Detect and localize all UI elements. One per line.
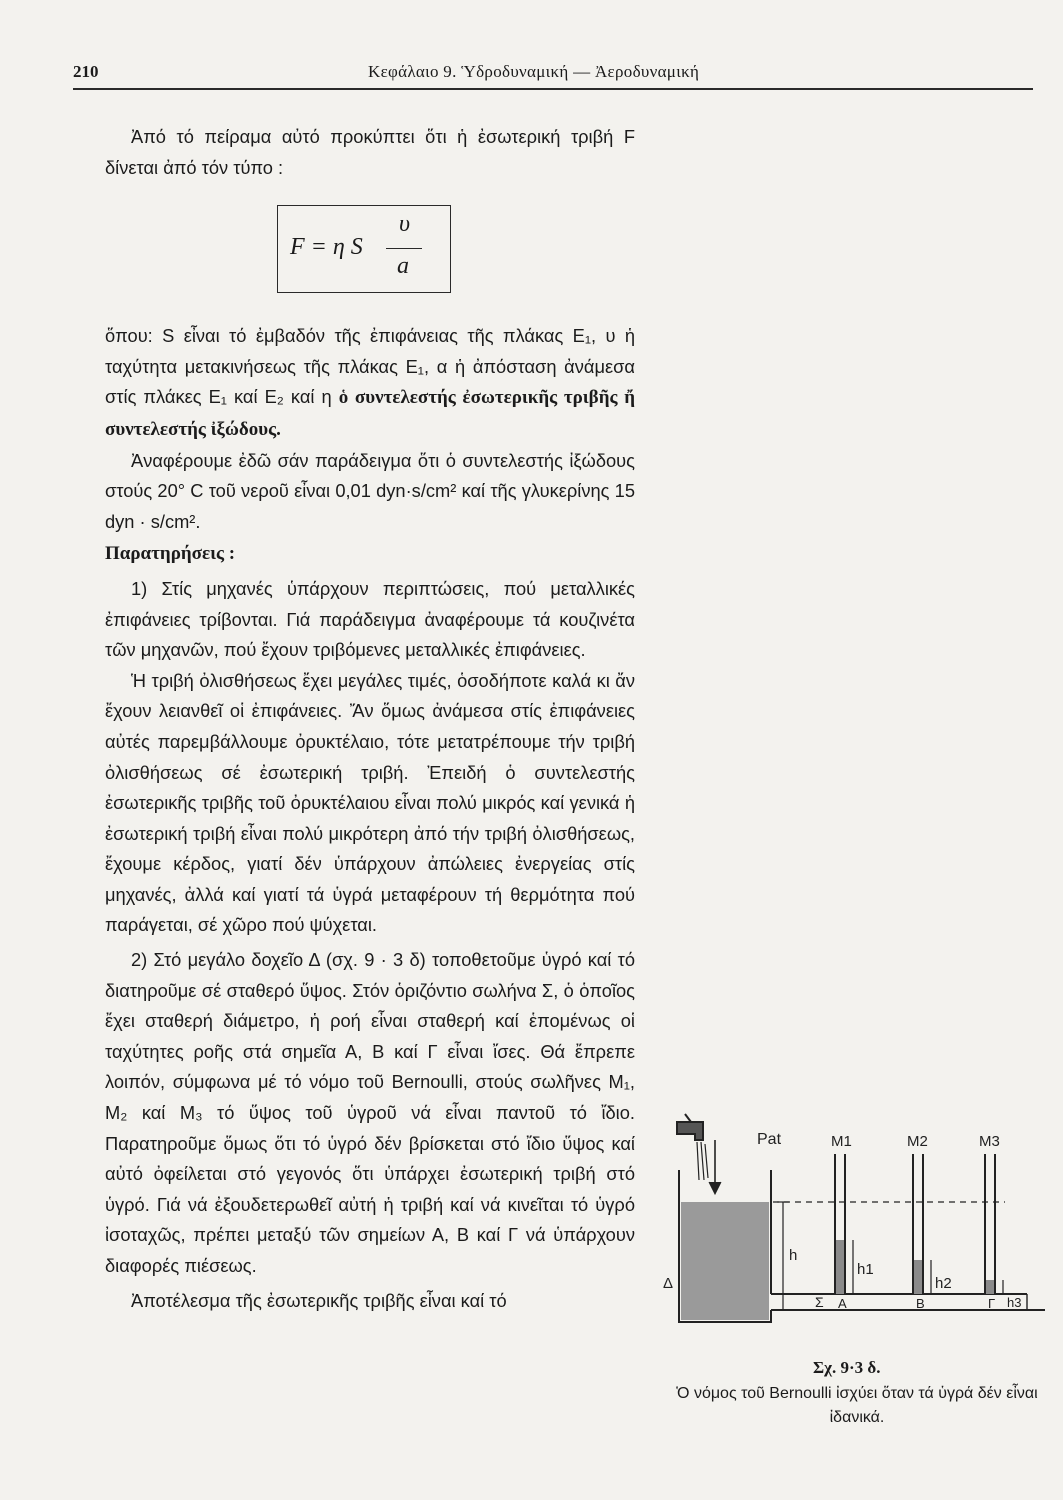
- tube-m3: [985, 1154, 995, 1294]
- tube-m1-liquid: [836, 1240, 844, 1294]
- continuation-paragraph: Ἀποτέλεσμα τῆς ἐσωτερικῆς τριβῆς εἶναι καί τό: [131, 1289, 507, 1311]
- viscosity-formula-box: [277, 205, 451, 293]
- definition-bold-term: ὁ συντελεστής ἐσωτερικῆς τριβῆς ἤ συντελεστής ἰξώδους.: [105, 387, 635, 440]
- page-number: 210: [73, 62, 99, 81]
- formula-lhs: F = η S: [290, 234, 363, 261]
- figure-diagram: [655, 1110, 1055, 1360]
- label-m2: M2: [907, 1133, 928, 1150]
- label-g: Γ: [988, 1296, 996, 1311]
- faucet-handle: [685, 1114, 691, 1122]
- tube-m3-liquid: [986, 1280, 994, 1294]
- formula-numerator: υ: [399, 211, 411, 238]
- label-sigma: Σ: [815, 1294, 824, 1310]
- pat-arrow-head: [709, 1182, 721, 1194]
- formula-area: [105, 183, 635, 321]
- header-rule: [73, 88, 1033, 90]
- label-h2: h2: [935, 1275, 952, 1292]
- formula-denominator: a: [397, 253, 409, 280]
- page-header: [73, 58, 1033, 98]
- faucet-icon: [677, 1122, 703, 1140]
- definition-text: ὅπου: S εἶναι τό ἐμβαδόν τῆς ἐπιφάνειας τῆς πλάκας E₁, υ ἡ ταχύτητα μετακινήσεως τῆς πλάκας E₁, α ἡ ἀπόσταση ἀνάμεσα στίς πλάκες E₁ καί E₂ καί η: [105, 325, 635, 408]
- label-pat: Pat: [757, 1131, 782, 1148]
- label-m1: M1: [831, 1133, 852, 1150]
- remark-2-paragraph: 2) Στό μεγάλο δοχεῖο Δ (σχ. 9 · 3 δ) τοποθετοῦμε ὑγρό καί τό διατηροῦμε σέ σταθερό ὕψος. Στόν ὁριζόντιο σωλήνα Σ, ὁ ὁποῖος ἔχει σταθερή διάμετρο, ἡ ροή εἶναι σταθερή καί ἑπομένως οἱ ταχύτητες ροῆς στά σημεῖα Α, Β καί Γ εἶναι ἴσες. Θά ἔπρεπε λοιπόν, σύμφωνα μέ τό νόμο τοῦ Bernoulli, στούς σωλῆνες M₁, M₂ καί M₃ τό ὕψος τοῦ ὑγροῦ νά εἶναι παντοῦ τό ἴδιο. Παρατηροῦμε ὅμως ὅτι τό ὑγρό δέν βρίσκεται στό ἴδιο ὕψος καί αὐτό ὀφείλεται στό γεγονός ὅτι ὑπάρχει ἐσωτερική τριβή στό ὑγρό. Γιά νά ἐξουδετερωθεῖ αὐτή ἡ τριβή καί νά κινεῖται τό ὑγρό ἰσοταχῶς, πρέπει μεταξύ τῶν σημείων Α, Β καί Γ νά ὑπάρχουν διαφορές πιέσεως.: [105, 949, 635, 1276]
- bernoulli-figure: [655, 1110, 1055, 1490]
- label-h1: h1: [857, 1261, 874, 1278]
- definition-paragraph: [105, 321, 635, 445]
- figure-caption-number: Σχ. 9·3 δ.: [813, 1358, 881, 1377]
- label-b: B: [916, 1296, 925, 1311]
- label-delta: Δ: [663, 1275, 674, 1292]
- label-a: A: [838, 1296, 847, 1311]
- tube-m2-liquid: [914, 1260, 922, 1294]
- remarks-heading: Παρατηρήσεις :: [105, 543, 236, 565]
- remark-1-paragraph: 1) Στίς μηχανές ὑπάρχουν περιπτώσεις, πού μεταλλικές ἐπιφάνειες τρίβονται. Γιά παράδειγμα ἀναφέρουμε τά κουζινέτα τῶν μηχανῶν, πού ἔχουν τριβόμενες μεταλλικές ἐπιφάνειες.: [105, 577, 635, 661]
- fraction-bar: [386, 248, 422, 249]
- main-text-column: [105, 122, 635, 1316]
- figure-caption-text: Ὁ νόμος τοῦ Bernoulli ἰσχύει ὅταν τά ὑγρά δέν εἶναι ἰδανικά.: [676, 1385, 1038, 1426]
- label-m3: M3: [979, 1133, 1000, 1150]
- running-title: Κεφάλαιο 9. Ὑδροδυναμική — Ἀεροδυναμική: [368, 62, 700, 81]
- label-h: h: [789, 1247, 798, 1264]
- label-h3: h3: [1007, 1295, 1022, 1310]
- intro-paragraph: Ἀπό τό πείραμα αὐτό προκύπτει ὅτι ἡ ἐσωτερική τριβή F δίνεται ἀπό τόν τύπο :: [105, 126, 635, 178]
- vessel-liquid: [681, 1202, 769, 1320]
- remark-1-continued-paragraph: Ἡ τριβή ὀλισθήσεως ἔχει μεγάλες τιμές, ὁσοδήποτε καλά κι ἄν ἔχουν λειανθεῖ οἱ ἐπιφάνειες. Ἄν ὅμως ἀνάμεσα στίς ἐπιφάνειες αὐτές παρεμβάλλουμε ὀρυκτέλαιο, τότε μετατρέπουμε τήν τριβή ὀλισθήσεως σέ ἐσωτερική τριβή. Ἐπειδή ὁ συντελεστής ἐσωτερικῆς τριβῆς τοῦ ὀρυκτέλαιου εἶναι πολύ μικρός καί γενικά ἡ ἐσωτερική τριβή εἶναι πολύ μικρότερη ἀπό τήν τριβή ὀλισθήσεως, ἔχουμε κέρδος, γιατί δέν ὑπάρχουν ἀπώλειες ἐνεργείας στίς μηχανές, ἀλλά καί γιατί τά ὑγρά μεταφέρουν τή θερμότητα πού παράγεται, σέ χῶρο πού ψύχεται.: [105, 669, 635, 936]
- water-stream: [697, 1142, 708, 1180]
- example-paragraph: Ἀναφέρουμε ἐδῶ σάν παράδειγμα ὅτι ὁ συντελεστής ἰξώδους στούς 20° C τοῦ νεροῦ εἶναι 0,01 dyn·s/cm² καί τῆς γλυκερίνης 15 dyn · s/cm².: [105, 449, 635, 532]
